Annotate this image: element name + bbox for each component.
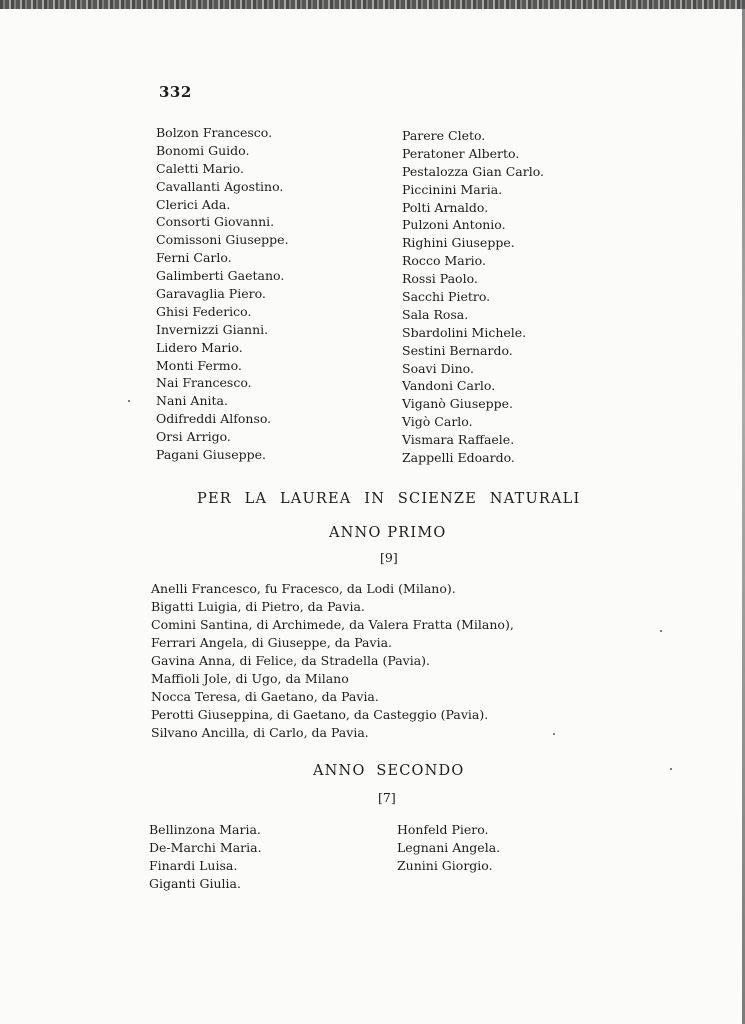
list-item: Odifreddi Alfonso. [156, 411, 272, 427]
student-entry: Nocca Teresa, di Gaetano, da Pavia. [151, 689, 379, 704]
name-list-right [402, 127, 544, 467]
list-item: Cavallanti Agostino. [156, 178, 284, 194]
list-item: Pagani Giuseppe. [156, 447, 266, 463]
list-item: Viganò Giuseppe. [402, 396, 514, 412]
list-item: Finardi Luisa. [149, 857, 238, 873]
list-item: Rocco Mario. [402, 253, 486, 269]
list-item: Vismara Raffaele. [402, 432, 515, 448]
year-two-list-left [149, 821, 262, 893]
list-item: Lidero Mario. [156, 339, 243, 355]
list-item: Piccinini Maria. [402, 181, 503, 197]
student-entry: Bigatti Luigia, di Pietro, da Pavia. [151, 599, 365, 614]
list-item: Sbardolini Michele. [402, 324, 527, 340]
list-item: Garavaglia Piero. [156, 286, 266, 302]
list-item: Orsi Arrigo. [156, 429, 231, 445]
name-list-left [156, 124, 289, 464]
list-item: Pulzoni Antonio. [402, 217, 506, 233]
list-item: Legnani Angela. [397, 839, 501, 855]
list-item: Parere Cleto. [402, 128, 486, 143]
list-item: Sacchi Pietro. [402, 289, 491, 305]
list-item: Soavi Dino. [402, 360, 474, 376]
student-entry: Gavina Anna, di Felice, da Stradella (Pavia). [151, 653, 431, 668]
list-item: Ghisi Federico. [156, 303, 252, 319]
list-item: Sestini Bernardo. [402, 342, 513, 358]
year-one-title: ANNO PRIMO [329, 525, 447, 541]
list-item: Polti Arnaldo. [402, 199, 489, 215]
list-item: Comissoni Giuseppe. [156, 232, 289, 248]
list-item: Caletti Mario. [156, 160, 244, 176]
list-item: Peratoner Alberto. [402, 145, 520, 161]
list-item: Bellinzona Maria. [149, 822, 261, 837]
list-item: Galimberti Gaetano. [156, 268, 285, 284]
year-two-count: [7] [378, 790, 396, 805]
scan-speck [660, 630, 662, 632]
page-number: 332 [159, 83, 192, 101]
list-item: Ferni Carlo. [156, 250, 232, 266]
year-one-student-list [151, 580, 514, 742]
year-two-list-right [397, 821, 500, 875]
list-item: Monti Fermo. [156, 357, 242, 373]
list-item: Nani Anita. [156, 393, 228, 409]
list-item: Invernizzi Gianni. [156, 321, 269, 337]
list-item: Consorti Giovanni. [156, 214, 275, 230]
list-item: Nai Francesco. [156, 375, 252, 391]
section-title: PER LA LAUREA IN SCIENZE NATURALI [197, 491, 581, 507]
list-item: Righini Giuseppe. [402, 235, 515, 251]
list-item: Zappelli Edoardo. [402, 450, 515, 466]
list-item: Bonomi Guido. [156, 142, 250, 158]
scan-speck [128, 400, 130, 402]
list-item: Giganti Giulia. [149, 875, 241, 891]
student-entry: Maffioli Jole, di Ugo, da Milano [151, 671, 349, 686]
student-entry: Perotti Giuseppina, di Gaetano, da Casteggio (Pavia). [151, 707, 489, 722]
scan-speck [670, 768, 672, 770]
list-item: Pestalozza Gian Carlo. [402, 163, 544, 179]
scan-speck [553, 733, 555, 735]
student-entry: Ferrari Angela, di Giuseppe, da Pavia. [151, 635, 392, 650]
student-entry: Comini Santina, di Archimede, da Valera Fratta (Milano), [151, 617, 514, 632]
list-item: Sala Rosa. [402, 306, 469, 322]
list-item: Zunini Giorgio. [397, 857, 493, 873]
list-item: De-Marchi Maria. [149, 839, 262, 855]
student-entry: Silvano Ancilla, di Carlo, da Pavia. [151, 725, 369, 740]
list-item: Vigò Carlo. [402, 414, 473, 430]
scan-top-edge [0, 0, 745, 9]
year-one-count: [9] [380, 550, 398, 565]
list-item: Bolzon Francesco. [156, 125, 273, 140]
student-entry: Anelli Francesco, fu Fracesco, da Lodi (Milano). [151, 581, 456, 596]
list-item: Clerici Ada. [156, 196, 231, 212]
list-item: Rossi Paolo. [402, 271, 478, 287]
list-item: Honfeld Piero. [397, 822, 489, 837]
list-item: Vandoni Carlo. [402, 378, 496, 394]
year-two-title: ANNO SECONDO [313, 763, 465, 779]
